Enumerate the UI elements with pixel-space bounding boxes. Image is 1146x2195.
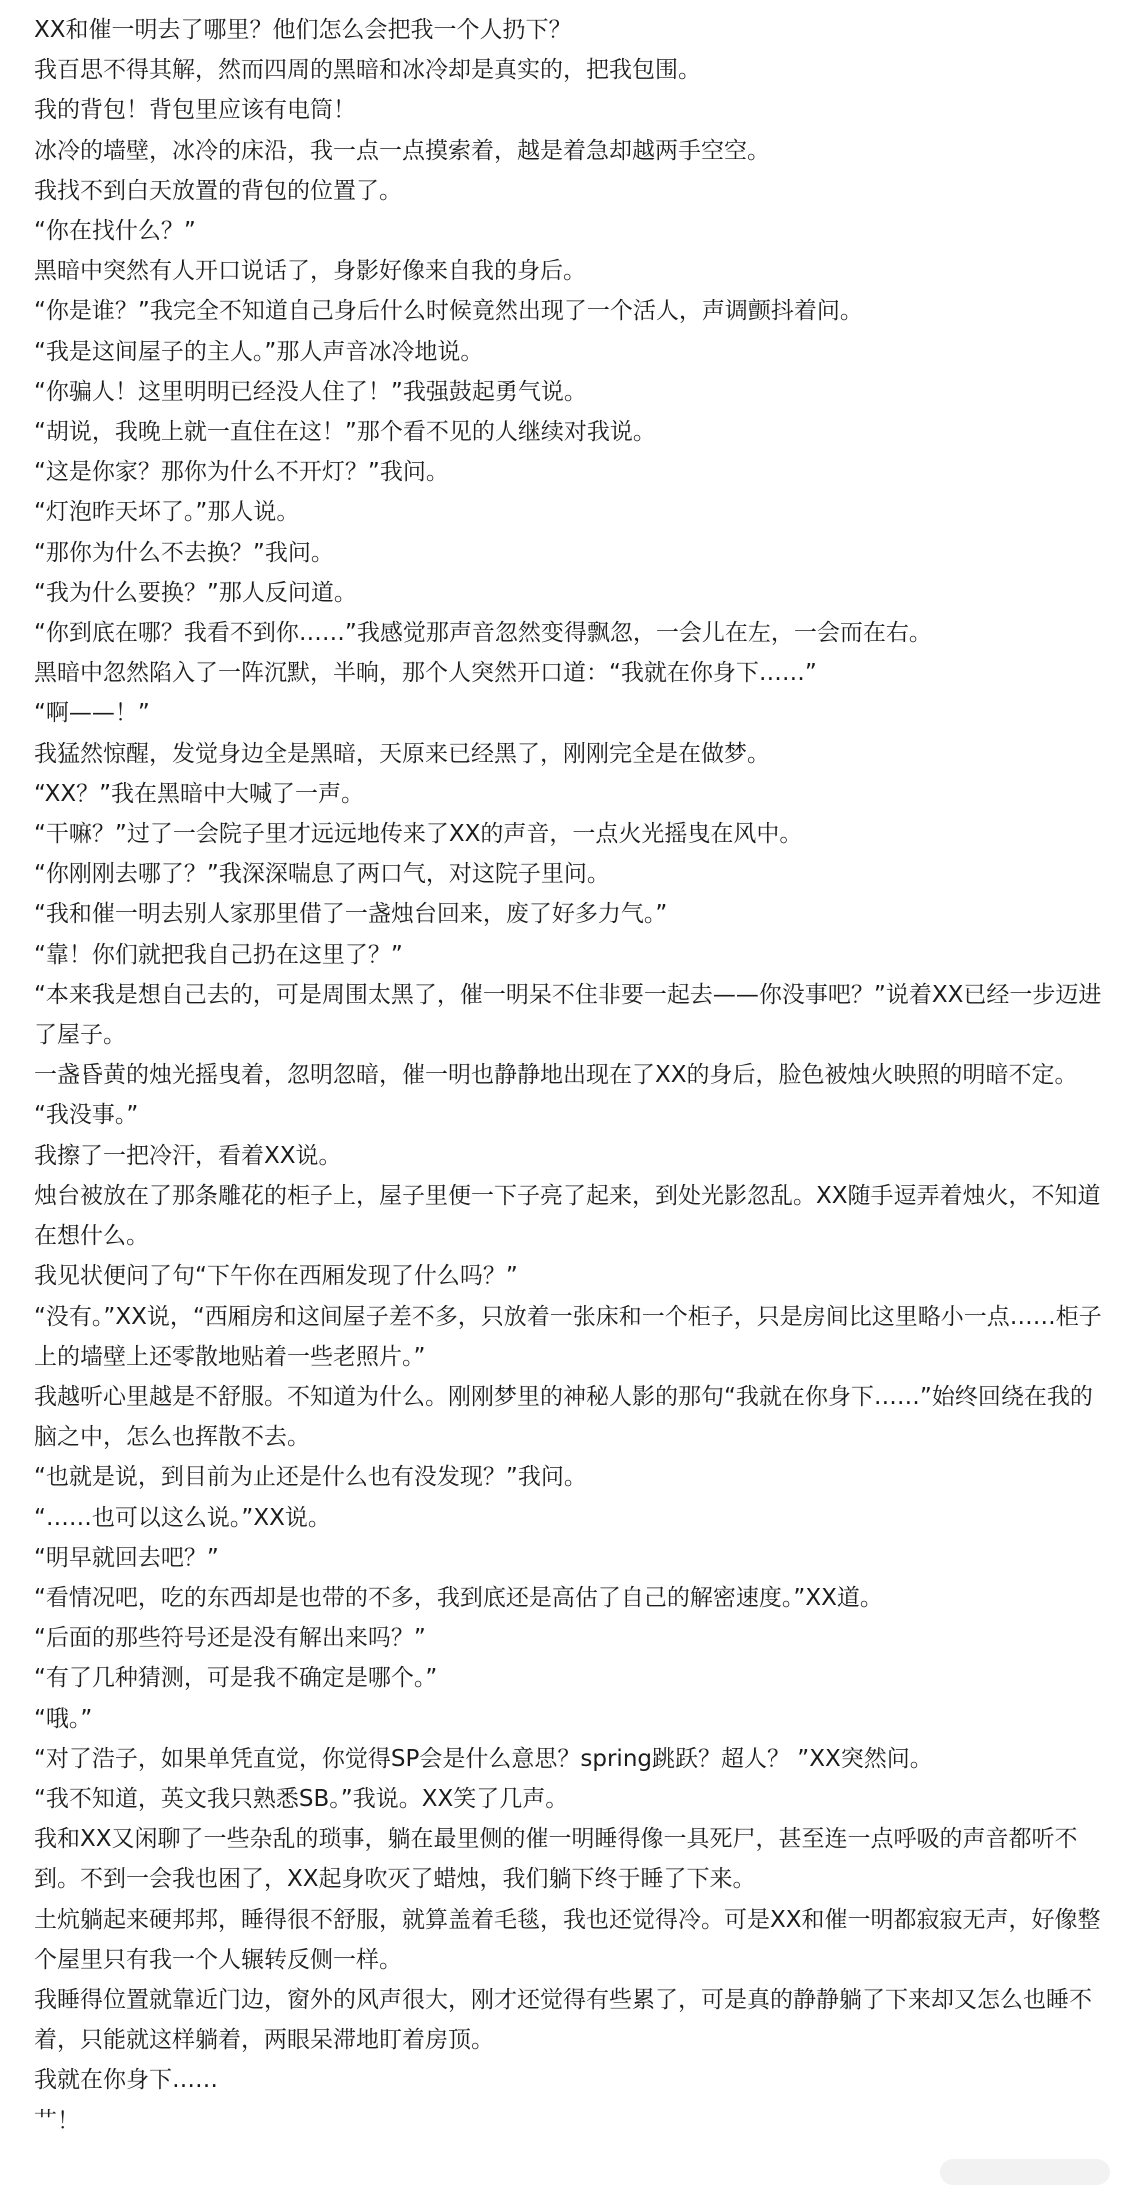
paragraph: “……也可以这么说。”XX说。 (34, 1504, 331, 1531)
paragraph: “对了浩子，如果单凭直觉，你觉得SP会是什么意思？spring跳跃？超人？ ”XX突然问。 (34, 1745, 933, 1772)
paragraph: “我没事。” (34, 1102, 139, 1129)
paragraph: “本来我是想自己去的，可是周围太黑了，催一明呆不住非要一起去——你没事吧？”说着XX已经一步迈进了屋子。 (34, 981, 1102, 1049)
bottom-overlay (940, 2159, 1110, 2185)
paragraph: “你到底在哪？我看不到你……”我感觉那声音忽然变得飘忽，一会儿在左，一会而在右。 (34, 620, 932, 647)
paragraph: 我睡得位置就靠近门边，窗外的风声很大，刚才还觉得有些累了，可是真的静静躺了下来却又怎么也睡不着，只能就这样躺着，两眼呆滞地盯着房顶。 (34, 1986, 1092, 2054)
paragraph: “我为什么要换？”那人反问道。 (34, 579, 357, 606)
paragraph: 我猛然惊醒，发觉身边全是黑暗，天原来已经黑了，刚刚完全是在做梦。 (34, 740, 770, 767)
paragraph: “后面的那些符号还是没有解出来吗？” (34, 1625, 426, 1652)
paragraph: XX和催一明去了哪里？他们怎么会把我一个人扔下？ (34, 17, 572, 43)
bottom-fade (0, 2149, 1146, 2195)
paragraph: “靠！你们就把我自己扔在这里了？” (34, 941, 403, 968)
paragraph: 黑暗中突然有人开口说话了，身影好像来自我的身后。 (34, 258, 586, 285)
story-text (34, 10, 1114, 2141)
paragraph: “胡说，我晚上就一直住在这！”那个看不见的人继续对我说。 (34, 419, 656, 446)
paragraph: “有了几种猜测，可是我不确定是哪个。” (34, 1665, 438, 1692)
paragraph: 我和XX又闲聊了一些杂乱的琐事，躺在最里侧的催一明睡得像一具死尸，甚至连一点呼吸的声音都听不到。不到一会我也困了，XX起身吹灭了蜡烛，我们躺下终于睡了下来。 (34, 1826, 1078, 1893)
paragraph: 我就在你身下…… (34, 2067, 218, 2094)
paragraph: 烛台被放在了那条雕花的柜子上，屋子里便一下子亮了起来，到处光影忽乱。XX随手逗弄着烛火，不知道在想什么。 (34, 1182, 1101, 1250)
paragraph: “干嘛？”过了一会院子里才远远地传来了XX的声音，一点火光摇曳在风中。 (34, 821, 803, 848)
paragraph: 我百思不得其解，然而四周的黑暗和冰冷却是真实的，把我包围。 (34, 57, 701, 84)
paragraph: “XX？”我在黑暗中大喊了一声。 (34, 780, 364, 807)
paragraph: “明早就回去吧？” (34, 1544, 219, 1571)
paragraph: 土炕躺起来硬邦邦，睡得很不舒服，就算盖着毛毯，我也还觉得冷。可是XX和催一明都寂寂无声，好像整个屋里只有我一个人辗转反侧一样。 (34, 1906, 1101, 1973)
paragraph: “那你为什么不去换？”我问。 (34, 539, 334, 566)
paragraph: 黑暗中忽然陷入了一阵沉默，半晌，那个人突然开口道：“我就在你身下……” (34, 660, 817, 687)
paragraph: 我越听心里越是不舒服。不知道为什么。刚刚梦里的神秘人影的那句“我就在你身下……”始终回绕在我的脑之中，怎么也挥散不去。 (34, 1383, 1093, 1451)
paragraph: 我找不到白天放置的背包的位置了。 (34, 177, 402, 204)
paragraph: “灯泡昨天坏了。”那人说。 (34, 499, 300, 526)
paragraph: 一盏昏黄的烛光摇曳着，忽明忽暗，催一明也静静地出现在了XX的身后，脸色被烛火映照的明暗不定。 (34, 1062, 1078, 1089)
paragraph: “看情况吧，吃的东西却是也带的不多，我到底还是高估了自己的解密速度。”XX道。 (34, 1584, 883, 1611)
paragraph: “你刚刚去哪了？”我深深喘息了两口气，对这院子里问。 (34, 861, 610, 888)
paragraph: 我擦了一把冷汗，看着XX说。 (34, 1142, 342, 1169)
paragraph: “我是这间屋子的主人。”那人声音冰冷地说。 (34, 338, 484, 365)
paragraph: “你骗人！这里明明已经没人住了！”我强鼓起勇气说。 (34, 378, 587, 405)
paragraph: “你在找什么？” (34, 218, 196, 245)
paragraph: “这是你家？那你为什么不开灯？”我问。 (34, 459, 449, 486)
paragraph: 冰冷的墙壁，冰冷的床沿，我一点一点摸索着，越是着急却越两手空空。 (34, 137, 770, 164)
paragraph: “我不知道，英文我只熟悉SB。”我说。XX笑了几声。 (34, 1785, 569, 1812)
paragraph: “哦。” (34, 1705, 93, 1732)
paragraph: 我的背包！背包里应该有电筒！ (34, 97, 356, 124)
paragraph: 我见状便问了句“下午你在西厢发现了什么吗？” (34, 1263, 518, 1290)
paragraph: “你是谁？”我完全不知道自己身后什么时候竟然出现了一个活人，声调颤抖着问。 (34, 298, 863, 325)
paragraph: “啊——！” (34, 700, 150, 727)
paragraph: “我和催一明去别人家那里借了一盏烛台回来，废了好多力气。” (34, 901, 668, 928)
paragraph: “没有。”XX说，“西厢房和这间屋子差不多，只放着一张床和一个柜子，只是房间比这里略小一点……柜子上的墙壁上还零散地贴着一些老照片。” (34, 1303, 1102, 1370)
paragraph: 艹！ (34, 2107, 80, 2134)
paragraph: “也就是说，到目前为止还是什么也有没发现？”我问。 (34, 1464, 587, 1491)
